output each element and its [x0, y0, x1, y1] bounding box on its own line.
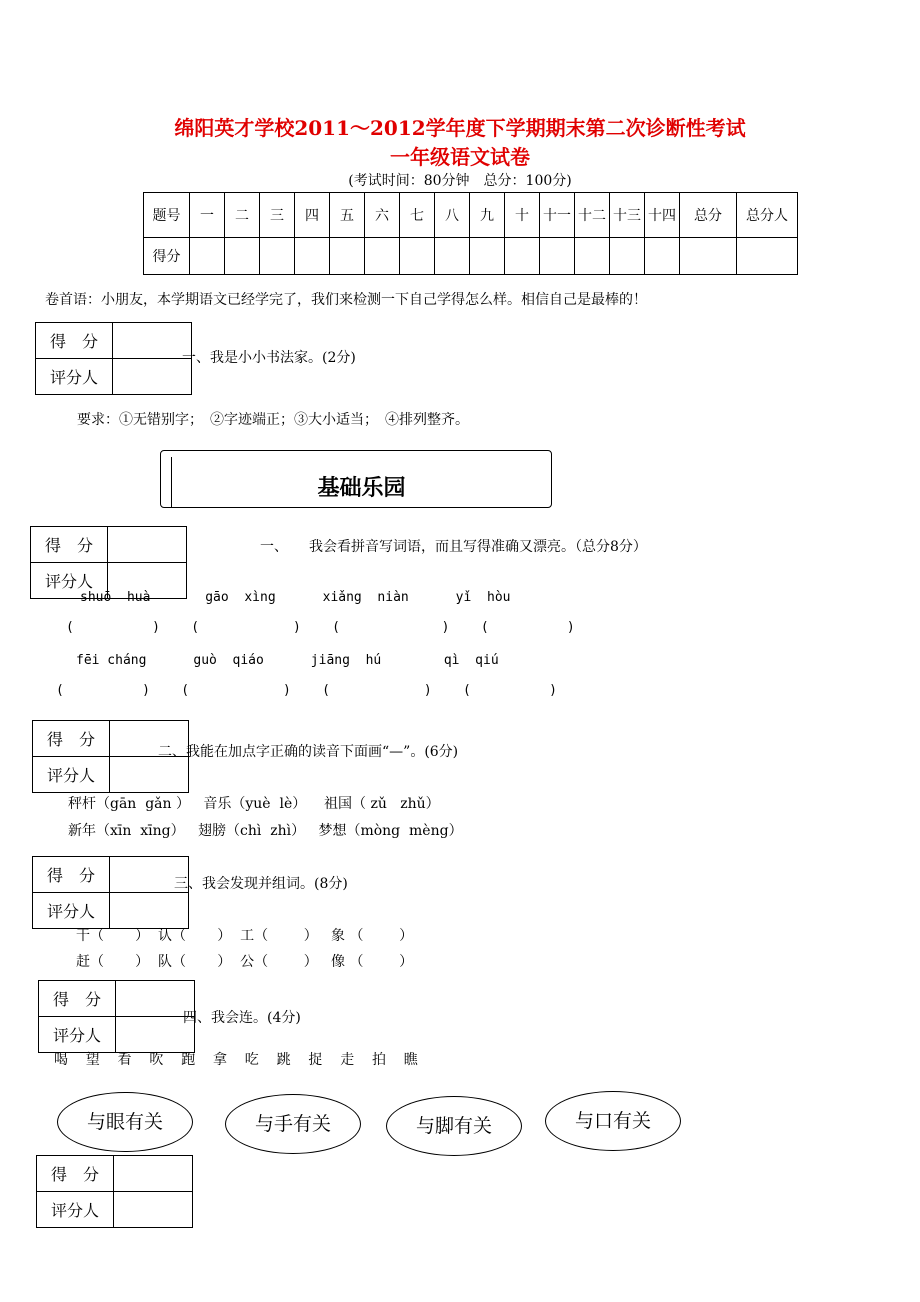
grader-input[interactable]: [110, 757, 189, 793]
score-cell[interactable]: [737, 238, 798, 275]
banner-scroll: [160, 450, 552, 508]
score-label: 得 分: [37, 1156, 114, 1192]
banner-title: 基础乐园: [317, 476, 406, 501]
grader-label: 评分人: [36, 359, 113, 395]
score-label: 得 分: [36, 323, 113, 359]
section-0-title: 一、我是小小书法家。(2分): [182, 350, 356, 366]
grading-box: [32, 856, 189, 929]
score-table-header: 四: [295, 193, 330, 238]
score-cell[interactable]: [400, 238, 435, 275]
score-label: 得 分: [33, 721, 110, 757]
score-table-header: 十: [505, 193, 540, 238]
grader-input[interactable]: [108, 563, 187, 599]
score-input[interactable]: [113, 323, 192, 359]
score-table-row-label: 得分: [144, 238, 190, 275]
section-2-line-2: 新年（xīn xīng） 翅膀（chì zhì） 梦想（mòng mèng）: [68, 823, 463, 839]
score-cell[interactable]: [435, 238, 470, 275]
score-cell[interactable]: [225, 238, 260, 275]
section-3-title: 三、我会发现并组词。(8分): [174, 876, 348, 892]
score-cell[interactable]: [330, 238, 365, 275]
grader-input[interactable]: [114, 1192, 193, 1228]
score-cell[interactable]: [470, 238, 505, 275]
score-table-header: 六: [365, 193, 400, 238]
score-cell[interactable]: [505, 238, 540, 275]
grading-box: [30, 526, 187, 599]
score-cell[interactable]: [610, 238, 645, 275]
score-label: 得 分: [39, 981, 116, 1017]
score-cell[interactable]: [540, 238, 575, 275]
grader-input[interactable]: [113, 359, 192, 395]
score-cell[interactable]: [680, 238, 737, 275]
score-table-header: 八: [435, 193, 470, 238]
grader-label: 评分人: [31, 563, 108, 599]
blank-row-1: ( ) ( ) ( ) ( ): [66, 620, 575, 635]
score-label: 得 分: [31, 527, 108, 563]
score-input[interactable]: [114, 1156, 193, 1192]
grader-label: 评分人: [33, 757, 110, 793]
score-cell[interactable]: [365, 238, 400, 275]
score-table: [143, 192, 798, 275]
grading-box: [35, 322, 192, 395]
score-table-header: 总分: [680, 193, 737, 238]
score-table-header: 七: [400, 193, 435, 238]
section-2-line-1: 秤杆（gān gǎn ） 音乐（yuè lè） 祖国（ zǔ zhǔ）: [68, 796, 440, 812]
score-input[interactable]: [108, 527, 187, 563]
grader-label: 评分人: [39, 1017, 116, 1053]
intro-text: 卷首语：小朋友，本学期语文已经学完了，我们来检测一下自己学得怎么样。相信自己是最棒的！: [45, 292, 647, 308]
score-table-header: 九: [470, 193, 505, 238]
score-table-header: 十三: [610, 193, 645, 238]
score-cell[interactable]: [295, 238, 330, 275]
oval-mouth: 与口有关: [545, 1091, 681, 1151]
score-table-header: 十二: [575, 193, 610, 238]
score-input[interactable]: [110, 721, 189, 757]
score-table-header: 五: [330, 193, 365, 238]
grading-box: [36, 1155, 193, 1228]
score-cell[interactable]: [190, 238, 225, 275]
blank-row-2: ( ) ( ) ( ) ( ): [56, 683, 557, 698]
grader-input[interactable]: [110, 893, 189, 929]
grader-label: 评分人: [33, 893, 110, 929]
score-input[interactable]: [110, 857, 189, 893]
oval-hand: 与手有关: [225, 1094, 361, 1154]
pinyin-row-1: shuō huà gāo xìng xiǎng niàn yǐ hòu: [80, 590, 511, 605]
grader-input[interactable]: [116, 1017, 195, 1053]
section-2-title: 二、我能在加点字正确的读音下面画“—”。(6分): [158, 744, 459, 760]
score-table-header: 总分人: [737, 193, 798, 238]
score-table-header: 十四: [645, 193, 680, 238]
title-line2: 一年级语文试卷: [390, 145, 530, 169]
score-table-header: 三: [260, 193, 295, 238]
pinyin-row-2: fēi cháng guò qiáo jiāng hú qì qiú: [76, 653, 499, 668]
grading-box: [32, 720, 189, 793]
score-input[interactable]: [116, 981, 195, 1017]
section-1-title: 一、 我会看拼音写词语，而且写得准确又漂亮。（总分8分）: [260, 539, 647, 555]
section-0-requirements: 要求：①无错别字； ②字迹端正；③大小适当； ④排列整齐。: [77, 412, 469, 428]
oval-eye: 与眼有关: [57, 1092, 193, 1152]
grading-box: [38, 980, 195, 1053]
score-table-header: 十一: [540, 193, 575, 238]
oval-foot: 与脚有关: [386, 1096, 522, 1156]
section-3-line-2: 赶（ ） 队（ ） 公（ ） 像 （ ）: [76, 954, 414, 970]
score-cell[interactable]: [575, 238, 610, 275]
section-4-title: 四、我会连。(4分): [183, 1010, 301, 1026]
exam-info: (考试时间：80分钟 总分：100分): [348, 173, 572, 189]
section-3-line-1: 干（ ） 认（ ） 工（ ） 象 （ ）: [76, 928, 414, 944]
section-4-words: 喝 望 看 吹 跑 拿 吃 跳 捉 走 拍 瞧: [54, 1052, 418, 1068]
score-table-header: 题号: [144, 193, 190, 238]
score-cell[interactable]: [260, 238, 295, 275]
score-table-header: 二: [225, 193, 260, 238]
grader-label: 评分人: [37, 1192, 114, 1228]
score-label: 得 分: [33, 857, 110, 893]
score-table-header: 一: [190, 193, 225, 238]
title-line1: 绵阳英才学校2011～2012学年度下学期期末第二次诊断性考试: [174, 116, 746, 140]
score-cell[interactable]: [645, 238, 680, 275]
